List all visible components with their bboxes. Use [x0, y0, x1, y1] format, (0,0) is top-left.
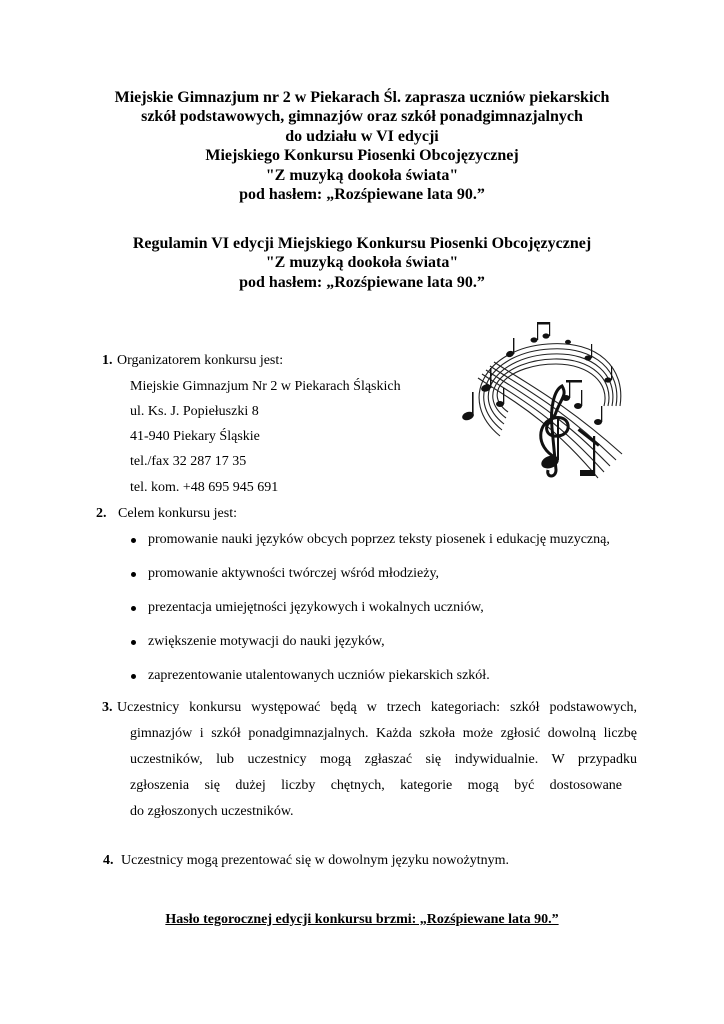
regulations-title-line: Regulamin VI edycji Miejskiego Konkursu Piosenki Obcojęzycznej	[132, 235, 592, 252]
section-3-line: zgłoszenia się dużej liczby chętnych, kategorie mogą być dostosowane	[130, 778, 622, 793]
organizer-name: Miejskie Gimnazjum Nr 2 w Piekarach Śląskich	[130, 379, 401, 394]
section-3-number: 3.	[102, 700, 113, 715]
section-4-number: 4.	[103, 853, 114, 868]
goal-item: zaprezentowanie utalentowanych uczniów piekarskich szkół.	[148, 668, 490, 683]
regulations-title-line: "Z muzyką dookoła świata"	[265, 254, 459, 272]
regulations-title-line: pod hasłem: „Rozśpiewane lata 90.”	[239, 273, 485, 291]
invitation-line: szkół podstawowych, gimnazjów oraz szkół ponadgimnazjalnych	[141, 108, 583, 126]
section-3-line: do zgłoszonych uczestników.	[130, 804, 294, 819]
section-3-line: gimnazjów i szkół ponadgimnazjalnych. Każda szkoła może zgłosić dowolną liczbę	[130, 726, 637, 741]
goal-item: promowanie aktywności twórczej wśród młodzieży,	[148, 566, 440, 581]
section-3-line: uczestników, lub uczestnicy mogą zgłaszać się indywidualnie. W przypadku	[130, 752, 637, 767]
section-1-heading: Organizatorem konkursu jest:	[117, 353, 284, 368]
invitation-line: do udziału w VI edycji	[285, 127, 439, 145]
invitation-line: Miejskiego Konkursu Piosenki Obcojęzycznej	[205, 147, 519, 165]
contest-motto: Hasło tegorocznej edycji konkursu brzmi: „Rozśpiewane lata 90.”	[165, 912, 559, 927]
section-4-text: Uczestnicy mogą prezentować się w dowolnym języku nowożytnym.	[121, 853, 510, 868]
goal-item: prezentacja umiejętności językowych i wokalnych uczniów,	[148, 600, 484, 615]
organizer-street: ul. Ks. J. Popiełuszki 8	[130, 404, 259, 419]
invitation-line: "Z muzyką dookoła świata"	[265, 166, 459, 184]
goal-item: promowanie nauki języków obcych poprzez teksty piosenek i edukację muzyczną,	[148, 532, 610, 547]
invitation-heading	[0, 88, 724, 204]
section-1-number: 1.	[102, 353, 113, 368]
invitation-line: pod hasłem: „Rozśpiewane lata 90.”	[239, 186, 485, 204]
section-3-line: Uczestnicy konkursu występować będą w trzech kategoriach: szkół podstawowych,	[117, 700, 637, 715]
bullet-icon	[131, 674, 136, 679]
section-2-heading: Celem konkursu jest:	[118, 506, 237, 521]
bullet-icon	[131, 606, 136, 611]
bullet-icon	[131, 572, 136, 577]
organizer-phone-fax: tel./fax 32 287 17 35	[130, 454, 247, 469]
organizer-mobile: tel. kom. +48 695 945 691	[130, 480, 279, 495]
regulations-title	[0, 234, 724, 292]
bullet-icon	[131, 640, 136, 645]
organizer-city: 41-940 Piekary Śląskie	[130, 429, 260, 444]
section-2-number: 2.	[96, 506, 107, 521]
bullet-icon	[131, 538, 136, 543]
music-notes-illustration	[438, 318, 638, 493]
goal-item: zwiększenie motywacji do nauki języków,	[148, 634, 385, 649]
invitation-line: Miejskie Gimnazjum nr 2 w Piekarach Śl. zaprasza uczniów piekarskich	[114, 89, 610, 106]
